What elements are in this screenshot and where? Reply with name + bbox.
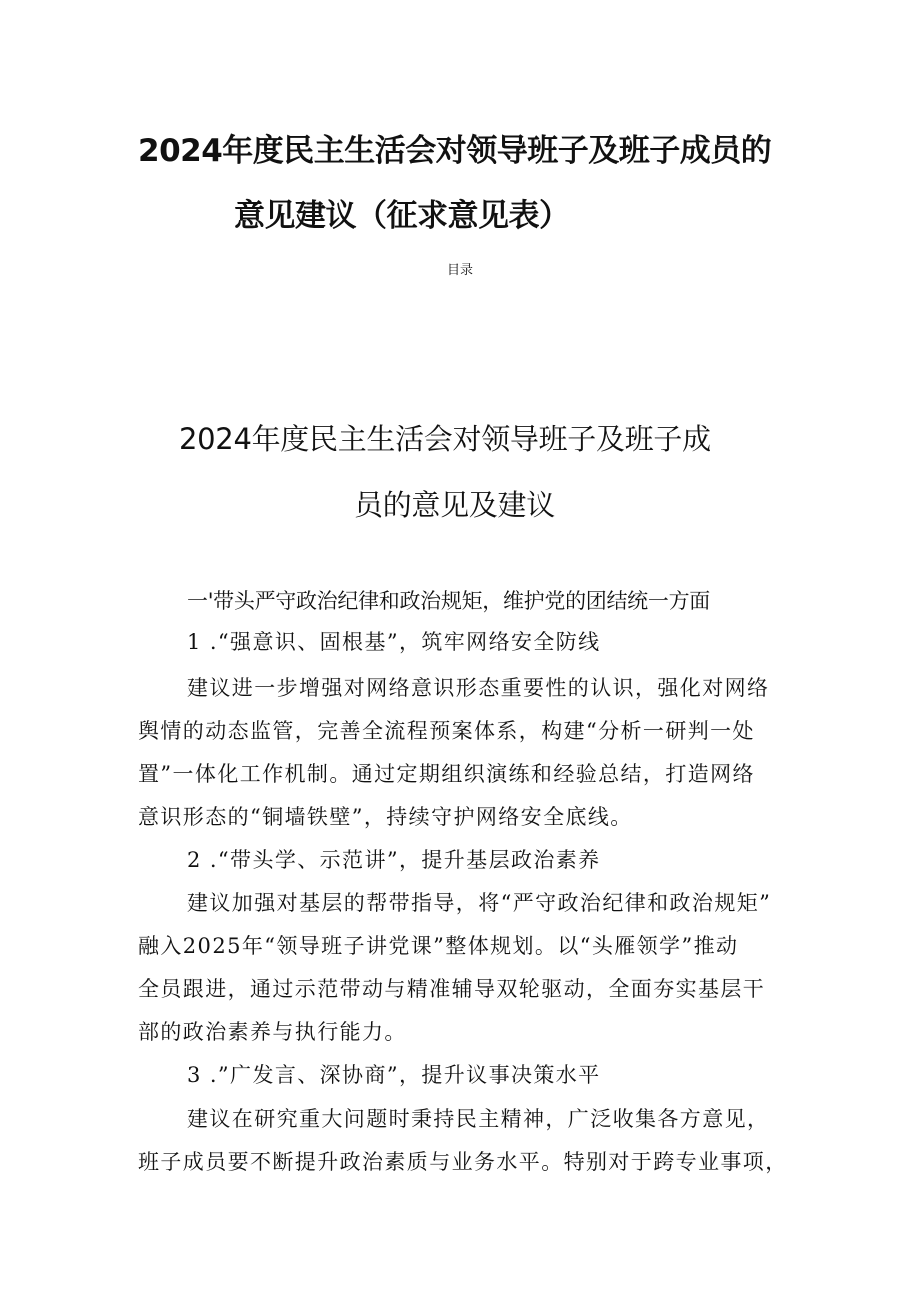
table-of-contents-label: 目录 [447,263,474,278]
item-1-subheading: 1 .“强意识、固根基”，筑牢网络安全防线 [187,630,601,654]
item-1-line-2: 舆情的动态监管，完善全流程预案体系，构建“分析一研判一处 [138,719,755,743]
document-title-line-2: 意见建议（征求意见表） [234,198,570,234]
item-3-line-2: 班子成员要不断提升政治素质与业务水平。特别对于跨专业事项， [138,1150,788,1174]
document-title-line-1: 2024年度民主生活会对领导班子及班子成员的 [138,133,772,169]
item-3-subheading: 3 .”广发言、深协商”，提升议事决策水平 [187,1063,601,1087]
item-2-line-2: 融入2025年“领导班子讲党课”整体规划。以“头雁领学”推动 [138,934,739,958]
section-heading-1: 一'带头严守政治纪律和政治规矩，维护党的团结统一方面 [187,589,710,613]
item-1-line-4: 意识形态的“铜墙铁壁”，持续守护网络安全底线。 [138,805,633,829]
item-1-line-3: 置”一体化工作机制。通过定期组织演练和经验总结，打造网络 [138,762,755,786]
item-3-line-1: 建议在研究重大问题时秉持民主精神，广泛收集各方意见， [187,1107,770,1131]
section-title-line-2: 员的意见及建议 [354,488,555,522]
item-2-subheading: 2 .“带头学、示范讲”，提升基层政治素养 [187,848,601,872]
item-2-line-3: 全员跟进，通过示范带动与精准辅导双轮驱动，全面夯实基层干 [138,977,766,1001]
section-title-line-1: 2024年度民主生活会对领导班子及班子成 [179,422,711,456]
item-2-line-1: 建议加强对基层的帮带指导，将“严守政治纪律和政治规矩” [187,891,772,915]
item-1-line-1: 建议进一步增强对网络意识形态重要性的认识，强化对网络 [187,676,770,700]
item-2-line-4: 部的政治素养与执行能力。 [138,1020,407,1044]
